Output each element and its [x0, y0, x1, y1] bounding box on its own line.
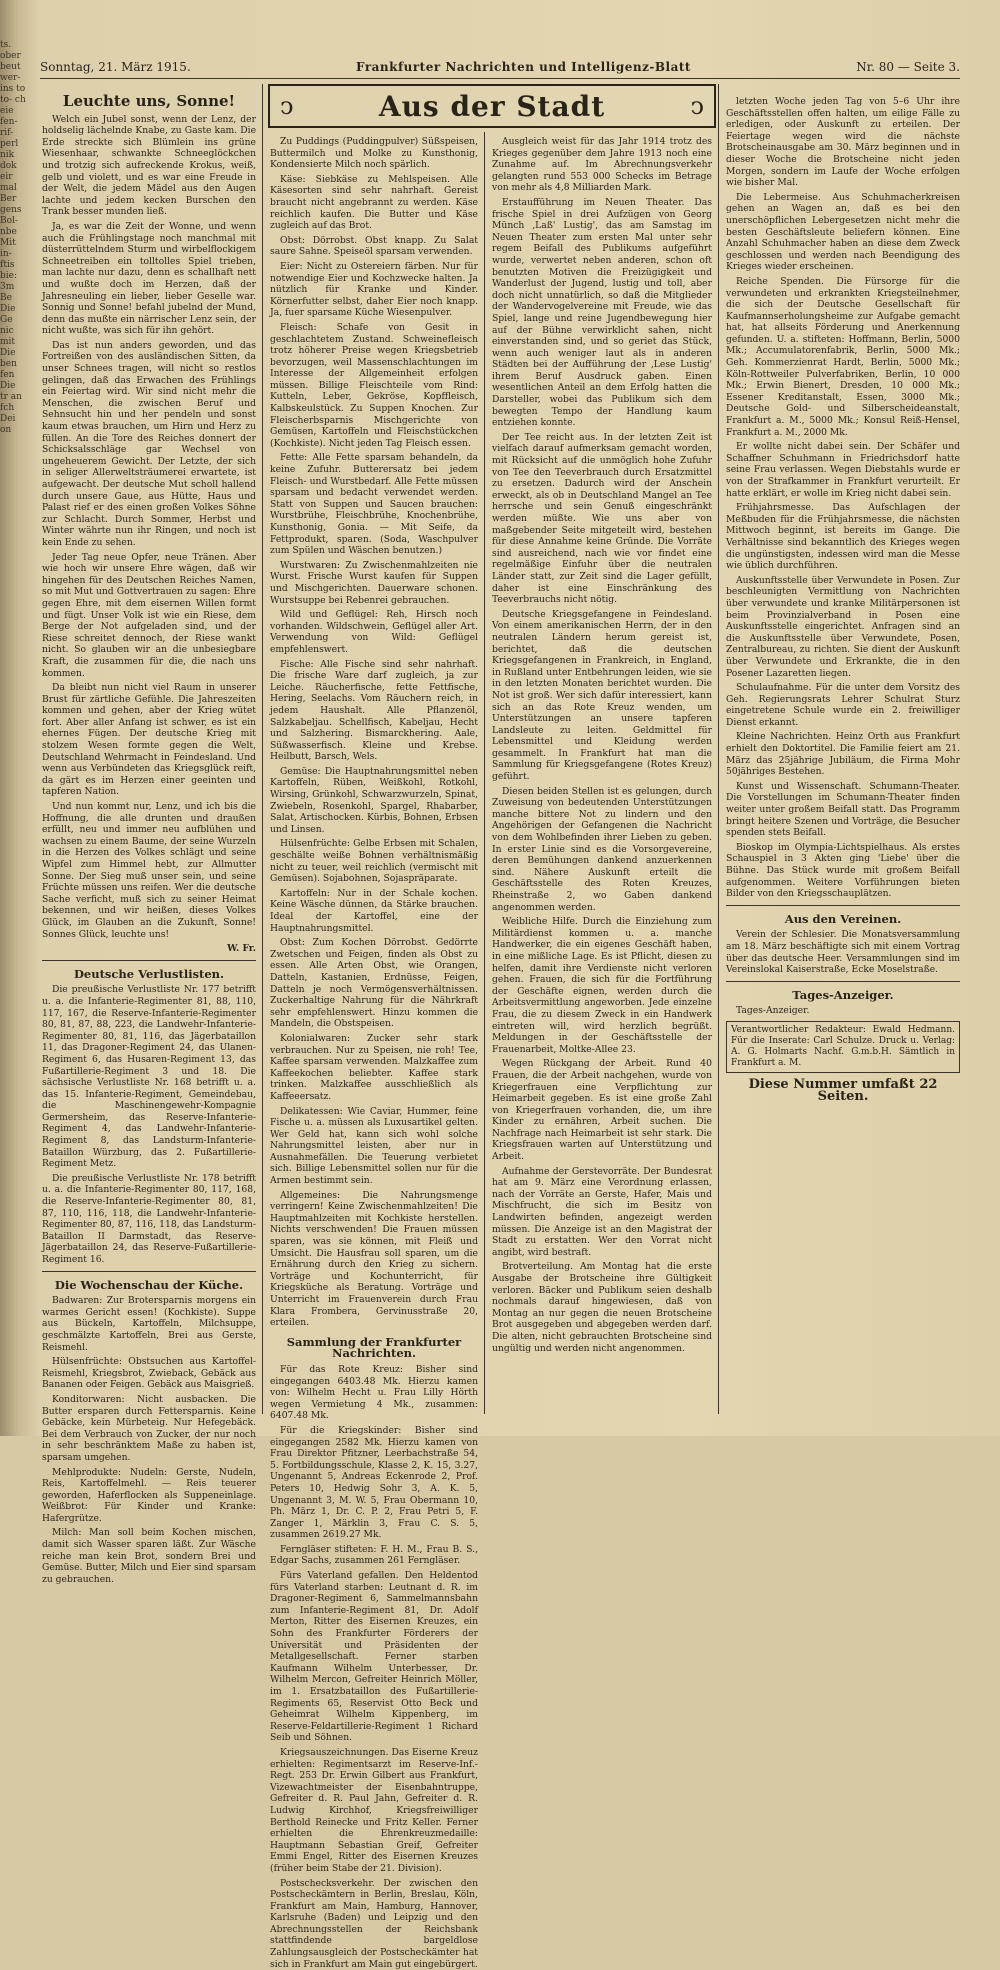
- header-masthead: Frankfurter Nachrichten und Intelligenz-Blatt: [356, 60, 691, 74]
- paragraph: Diesen beiden Stellen ist es gelungen, durch Zuweisung von bedeutenden Unterstützungen manche bittere Not zu lindern und den Angehörigen der Gefangenen die Nachricht von dem Wohlbefinden ihrer Lieben zu geben. In erster Linie sind es die Vorsorgevereine, deren Bemühungen dankend anzuerkennen sind. Nähere Auskunft erteilt die Geschäftsstelle des Roten Kreuzes, Rheinstraße 2, wo Gaben dankend angenommen werden.: [492, 786, 712, 914]
- paragraph: Brotverteilung. Am Montag hat die erste Ausgabe der Brotscheine ihre Gültigkeit verloren. Bäcker und Publikum seien deshalb nochmals darauf hingewiesen, daß von Montag an nur gegen die neuen Brotscheine Brot ausgegeben und abgegeben werden darf. Die alten, nicht gebrauchten Brotscheine sind ungültig und werden nicht angenommen.: [492, 1261, 712, 1354]
- paragraph: Kolonialwaren: Zucker sehr stark verbrauchen. Nur zu Speisen, nie roh! Tee, Kaffee sparsam verwenden. Malzkaffee zum Kaffeekochen beliebter. Kaffee stark trinken. Malzkaffee ausschließlich als Kaffeeersatz.: [270, 1033, 478, 1103]
- paragraph: Obst: Zum Kochen Dörrobst. Gedörrte Zwetschen und Feigen, finden als Obst zu essen. Alle Arten Obst, wie Orangen, Datteln, Kastanien, Erdnüsse, Feigen, Datteln je noch Vermögensverhältnissen. Zuckerhaltige Nahrung für die Nährkraft sehr empfehlenswert. Hinzu kommen die Mandeln, die Obstspeisen.: [270, 937, 478, 1030]
- paragraph: Eier: Nicht zu Ostereiern färben. Nur für notwendige Eier und Kochzwecke halten. Ja nützlich für Kranke und Kinder. Körnerfutter selbst, daher Eier noch knapp. Ja, fuer sparsame Küche Wiesenpulver.: [270, 261, 478, 319]
- paragraph: Weibliche Hilfe. Durch die Einziehung zum Militärdienst kommen u. a. manche Handwerker, die ein eigenes Geschäft haben, in eine mißliche Lage. Es ist Pflicht, diesen zu helfen, damit ihre Verdienste nicht verloren gehen. Frauen, die sich für die Fortführung der Geschäfte eignen, werden durch die Arbeitsvermittlung angeworben. Jede einzelne Frau, die zu diesem Zweck in ein Handwerk eintreten will, wird herzlich begrüßt. Meldungen in der Geschäftsstelle der Frauenarbeit, Moltke-Allee 23.: [492, 916, 712, 1055]
- paragraph: Die preußische Verlustliste Nr. 178 betrifft u. a. die Infanterie-Regimenter 80, 117, 168, die Reserve-Infanterie-Regimenter 80, 81, 87, 110, 116, 118, die Landwehr-Infanterie-Regimenter 80, 87, 116, 118, das Landsturm-Bataillon II Darmstadt, das Reserve-Jägerbataillon 24, das Reserve-Fußartillerie-Regiment 16.: [42, 1173, 256, 1266]
- paragraph: Wegen Rückgang der Arbeit. Rund 40 Frauen, die der Arbeit nachgehen, wurde von Kriegerfrauen eine Verpflichtung zur Heimarbeit gegeben. Es ist eine große Zahl von Kriegerfrauen vorhanden, die, um ihre Kinder zu ernähren, Arbeit suchen. Die Nachfrage nach Heimarbeit ist sehr stark. Die Kriegsfrauen warten auf Unterstützung und Arbeit.: [492, 1058, 712, 1162]
- paragraph: Frühjahrsmesse. Das Aufschlagen der Meßbuden für die Frühjahrsmesse, die nächsten Mittwoch beginnt, ist bereits im Gange. Die Verhältnisse sind bekanntlich des Krieges wegen die ungünstigsten, indessen wird man die Messe wie üblich durchführen.: [726, 502, 960, 572]
- paragraph: Obst: Dörrobst. Obst knapp. Zu Salat saure Sahne. Speiseöl sparsam verwenden.: [270, 235, 478, 258]
- paragraph: Käse: Siebkäse zu Mehlspeisen. Alle Käsesorten sind sehr nahrhaft. Gereist braucht nicht angebrannt zu werden. Käse reichlich kaufen. Die Butter und Käse zugleich auf das Brot.: [270, 174, 478, 232]
- paragraph: Fleisch: Schafe von Gesit in geschlachtetem Zustand. Schweinefleisch trotz höherer Preise wegen Kriegsbetrieb bevorzugen, weil Massenschlachtungen im Interesse der Allgemeinheit erfolgen müssen. Billige Fleischteile vom Rind: Kutteln, Leber, Gekröse, Kopffleisch, Kalbskeulstück. Zu Suppen Knochen. Zur Fleischerbsparnis Mischgerichte von Gemüsen, Kartoffeln und Fleischstückchen (Kochkiste). Nicht jeden Tag Fleisch essen.: [270, 322, 478, 450]
- article-heading: Sammlung der Frankfurter Nachrichten.: [270, 1337, 478, 1360]
- paragraph: Für die Kriegskinder: Bisher sind eingegangen 2582 Mk. Hierzu kamen von Frau Direktor Pfitzner, Leerbachstraße 54, 5. Fortbildungsschule, Klasse 2, K. 15, 3.27, Ungenannt 5, Andreas Eckenrode 2, Prof. Peters 10, Hedwig Sohr 3, A. K. 5, Ungenannt 3, M. W. 5, Frau Obermann 10, Ph. März 1, Dr. C. P. 2, Frau Petri 5, F. Zanger 1, Märklin 3, Frau C. S. 5, zusammen 2619.27 Mk.: [270, 1425, 478, 1541]
- paragraph: Die preußische Verlustliste Nr. 177 betrifft u. a. die Infanterie-Regimenter 81, 88, 110, 117, 167, die Reserve-Infanterie-Regimenter 80, 81, 87, 88, 223, die Landwehr-Infanterie-Regimenter 80, 81, 116, das Jägerbataillon 11, das Dragoner-Regiment 24, das Ulanen-Regiment 6, das Husaren-Regiment 13, das Fußartillerie-Regiment 3 und 18. Die sächsische Verlustliste Nr. 168 betrifft u. a. das 15. Infanterie-Regiment, Gemeindebau, die Maschinengewehr-Kompagnie Germersheim, das Reserve-Infanterie-Regiment 4, das Landwehr-Infanterie-Regiment 8, das Landsturm-Infanterie-Bataillon Würzburg, das 2. Fußartillerie-Regiment Metz.: [42, 984, 256, 1170]
- column-rule: [262, 84, 263, 1414]
- article-heading: Die Wochenschau der Küche.: [42, 1280, 256, 1292]
- paragraph: Zu Puddings (Puddingpulver) Süßspeisen, Buttermilch und Molke zu Kunsthonig, Kondensierte Milch noch spärlich.: [270, 136, 478, 171]
- paragraph: Kartoffeln: Nur in der Schale kochen. Keine Wäsche dünnen, da Stärke brauchen. Ideal der Kartoffel, eine der Hauptnahrungsmittel.: [270, 888, 478, 934]
- paragraph: Fische: Alle Fische sind sehr nahrhaft. Die frische Ware darf zugleich, ja zur Leiche. Räucherfische, fette Fettfische, Hering, Seelachs. Vom Räuchern reich, in jedem Haushalt. Alle Pflanzenöl, Salzkabeljau. Schellfisch, Kabeljau, Hecht und Salzhering. Bismarckhering. Aale, Süßwasserfisch. Kleine und Krebse. Heilbutt, Barsch, Wels.: [270, 659, 478, 763]
- paragraph: Badwaren: Zur Brotersparnis morgens ein warmes Gericht essen! (Kochkiste). Suppe aus Bückeln, Kartoffeln, Milchsuppe, geschmälzte Kartoffeln, Brei aus Gerste, Reismehl.: [42, 1295, 256, 1353]
- divider: [42, 960, 256, 961]
- paragraph: Wild und Geflügel: Reh, Hirsch noch vorhanden. Wildschwein, Geflügel aller Art. Verwendung von Wild: Geflügel empfehlenswert.: [270, 609, 478, 655]
- paragraph: Kriegsauszeichnungen. Das Eiserne Kreuz erhielten: Regimentsarzt im Reserve-Inf.-Regt. 253 Dr. Erwin Gilbert aus Frankfurt, Vizewachtmeister der Eisenbahntruppe, Gefreiter d. R. Paul Jahn, Gefreiter d. R. Ludwig Kirchhof, Kriegsfreiwilliger Berthold Reinecke und Fritz Keller. Ferner erhielten die Ehrenkreuzmedaille: Hauptmann Sebastian Greif, Gefreiter Emmi Engel, Ritter des Eisernen Kreuzes (früher beim Stabe der 21. Division).: [270, 1747, 478, 1875]
- paragraph: Er wollte nicht dabei sein. Der Schäfer und Schaffner Schuhmann in Friedrichsdorf hatte seine Frau verlassen. Wegen Diebstahls wurde er von der Strafkammer in Frankfurt verurteilt. Er hatte erklärt, er wolle im Krieg nicht dabei sein.: [726, 441, 960, 499]
- paragraph: Welch ein Jubel sonst, wenn der Lenz, der holdselig lächelnde Knabe, zu Gaste kam. Die Erde streckte sich Blümlein ins grüne Wiesenhaar, schwankte Schneeglöckchen und trotzig sich aufreckende Krokus, weiß, gelb und violett, und es war eine Freude in der Welt, die jedem Mädel aus den Augen lachte und jedem kecken Burschen den Trank besser munden ließ.: [42, 114, 256, 218]
- paragraph: Fette: Alle Fette sparsam behandeln, da keine Zufuhr. Butterersatz bei jedem Fleisch- und Wurstbedarf. Alle Fette müssen sparsam und bedacht verwendet werden. Statt von Suppen und Saucen brauchen: Wurstbrühe, Fleischbrühe, Knochenbrühe, Kunsthonig, Gonia. — Mit Seife, da Fettprodukt, sparen. (Soda, Waschpulver zum Spülen und Wäschen benutzen.): [270, 452, 478, 556]
- section-title: Aus der Stadt: [379, 90, 605, 123]
- header-page-number: Nr. 80 — Seite 3.: [856, 60, 960, 74]
- paragraph: Milch: Man soll beim Kochen mischen, damit sich Wasser sparen läßt. Zur Wäsche reiche man kein Brot, sondern Brei und Gemüse. Butter, Milch und Eier sind sparsam zu gebrauchen.: [42, 1527, 256, 1585]
- divider: [726, 905, 960, 906]
- ornament-right-icon: ↄ: [691, 92, 704, 120]
- paragraph: Und nun kommt nur, Lenz, und ich bis die Hoffnung, die alle drunten und draußen erfüllt, neu und immer neu aufblühen und wachsen zu einem Baume, der seine Wurzeln in die Herzen des Volkes schlägt und seine Wipfel zum Himmel hebt, zur Allmutter Sonne. Der Sieg muß unser sein, und seine Früchte müssen uns reifen. Wer die deutsche Sache verficht, muß sich zu seiner Heimat bekennen, und wir heißen, dieses Volkes Glück, im Glauben an die Zukunft, Sonne! Sonnes Glück, leuchte uns!: [42, 801, 256, 940]
- article-heading: Leuchte uns, Sonne!: [42, 96, 256, 108]
- paragraph: Aufnahme der Gerstevorräte. Der Bundesrat hat am 9. März eine Verordnung erlassen, nach der Vorräte an Gerste, Hafer, Mais und Mischfrucht, die sich im Besitz von Landwirten befinden, angezeigt werden müssen. Die Anzeige ist an den Magistrat der Stadt zu erstatten. Wer den Vorrat nicht angibt, wird bestraft.: [492, 1166, 712, 1259]
- paragraph: Mehlprodukte: Nudeln: Gerste, Nudeln, Reis, Kartoffelmehl. — Reis teuerer geworden, Haferflocken als Suppeneinlage. Weißbrot: Für Kinder und Kranke: Hafergrütze.: [42, 1467, 256, 1525]
- previous-page-edge: ts. ober beut wer- ins to to- ch eie fen- rif- perl nik dok eir mal Ber gens Bol- nbe Mit in- ftis bie: 3m Be Die Ge nic mit Die ben fen Die tr an fch Dei on: [0, 40, 26, 1420]
- divider: [726, 981, 960, 982]
- article-heading: Aus den Vereinen.: [726, 914, 960, 926]
- paragraph: Delikatessen: Wie Caviar, Hummer, feine Fische u. a. müssen als Luxusartikel gelten. Wer Geld hat, kann sich wohl solche Nahrungsmittel leisten, aber nur in Ausnahmefällen. Die Teuerung verbietet sich. Billige Lebensmittel sollen nur für die Armen bestimmt sein.: [270, 1106, 478, 1187]
- issue-note: Diese Nummer umfaßt 22 Seiten.: [726, 1079, 960, 1102]
- paragraph: Der Tee reicht aus. In der letzten Zeit ist vielfach darauf aufmerksam gemacht worden, mit Rücksicht auf die unmöglich hohe Zufuhr von Tee den Teeverbrauch durch Ersatzmittel zu ersetzen. Dadurch wird der Anschein erweckt, als ob in Deutschland Mangel an Tee herrsche und sein Genuß eingeschränkt werden müßte. Wie uns aber von maßgebender Seite mitgeteilt wird, bestehen für diese Annahme keine Gründe. Die Vorräte sind ausreichend, nach wie vor findet eine regelmäßige Einfuhr über die neutralen Länder statt, zur Zeit sind die Lager gefüllt, daher ist eine Einschränkung des Teeverbrauchs nicht nötig.: [492, 432, 712, 606]
- column-2: [270, 136, 478, 1416]
- paragraph: Verein der Schlesier. Die Monatsversammlung am 18. März beschäftigte sich mit einem Vortrag über das deutsche Heer. Versammlungen sind im Vereinslokal Kaiserstraße, Ecke Moselstraße.: [726, 929, 960, 975]
- paragraph: Kleine Nachrichten. Heinz Orth aus Frankfurt erhielt den Doktortitel. Die Familie feiert am 21. März das 25jährige Jubiläum, die Firma Mohr 50jähriges Bestehen.: [726, 731, 960, 777]
- column-rule: [484, 132, 485, 1414]
- paragraph: Ja, es war die Zeit der Wonne, und wenn auch die Frühlingstage noch manchmal mit düsterrüttelndem Sturm und wirbelflockigem Schneetreiben ein tolltolles Spiel trieben, man lachte nur dazu, denn es schallhaft nett und wußte doch im Herzen, daß der Jahresneuling ein lieber, lieber Geselle war. Sonnig und Sonne! befahl jubelnd der Mund, denn das mußte ein närrischer Lenz sein, der nicht wußte, was sich für ihn gehört.: [42, 221, 256, 337]
- paragraph: Ferngläser stifteten: F. H. M., Frau B. S., Edgar Sachs, zusammen 261 Ferngläser.: [270, 1544, 478, 1567]
- paragraph: Wurstwaren: Zu Zwischenmahlzeiten nie Wurst. Frische Wurst kaufen für Suppen und Mischgerichten. Dauerware schonen. Wurstsuppe bei Rebenrei gebrauchen.: [270, 560, 478, 606]
- divider: [42, 1271, 256, 1272]
- page-header: [40, 56, 960, 79]
- paragraph: Gemüse: Die Hauptnahrungsmittel neben Kartoffeln, Rüben, Weißkohl, Rotkohl, Wirsing, Grünkohl, Schwarzwurzeln, Spinat, Zwiebeln, Rosenkohl, Spargel, Rhabarber, Salat, Artischocken. Kürbis, Bohnen, Erbsen und Linsen.: [270, 766, 478, 836]
- signature: W. Fr.: [42, 943, 256, 955]
- paragraph: Jeder Tag neue Opfer, neue Tränen. Aber wie hoch wir unsere Ehre wägen, daß wir hingehen für des Deutschen Reiches Namen, so mit Mut und Gottvertrauen zu sagen: Ehre gegen Ehre, mit dem eisernen Willen formt und fügt. Unser Volk ist wie ein Riese, dem Berge der Not aufgeladen sind, und der Riese schreitet dennoch, der Riese wankt nicht. So glauben wir an die unbesiegbare Kraft, die zusammen für die, die nach uns kommen.: [42, 552, 256, 680]
- paragraph: Bioskop im Olympia-Lichtspielhaus. Als erstes Schauspiel in 3 Akten ging 'Liebe' über die Bühne. Das Stück wurde mit großem Beifall aufgenommen. Weitere Vorführungen bieten Bilder von den Kriegsschauplätzen.: [726, 842, 960, 900]
- article-heading: Deutsche Verlustlisten.: [42, 969, 256, 981]
- paragraph: Das ist nun anders geworden, und das Fortreißen von des ausländischen Sitten, da unser Schnees tragen, will nicht so restlos gelingen, daß das Erwachen des Frühlings ein Feiertag wird. Wir sind nicht mehr die Menschen, die zwischen Beruf und Sehnsucht hin und her pendeln und sonst kaum etwas brauchen, um Hirn und Herz zu füllen. An die Tore des Reiches donnert der Schicksalsschläge gar Wechsel von ungeheuerem Gewicht. Der Letzte, der sich in seliger Allerweltsträumerei erwartete, ist aufgewacht. Der deutsche Mut scholl hallend durch unsere Gaue, aus Hütte, Haus und Palast rief er des einen großen Volkes Söhne zur Schlacht. Durch Sommer, Herbst und Winter währte nun ihr Ringen, und noch ist kein Ende zu sehen.: [42, 340, 256, 549]
- paragraph: letzten Woche jeden Tag von 5–6 Uhr ihre Geschäftsstellen offen halten, um eilige Fälle zu erledigen, oder Auskunft zu erteilen. Der Feiertage wegen wird die nächste Brotscheinausgabe am 30. März beginnen und in dieser Woche die Brotscheine nicht jeden Morgen, sondern im Laufe der Woche erfolgen wie bisher Mal.: [726, 96, 960, 189]
- paragraph: Konditorwaren: Nicht ausbacken. Die Butter ersparen durch Fettersparnis. Keine Gebäcke, kein Mürbeteig. Nur Hefegebäck. Bei dem Verbrauch von Zucker, der nur noch in sehr beschränktem Maße zu haben ist, sparsam umgehen.: [42, 1394, 256, 1464]
- article-heading: Tages-Anzeiger.: [726, 990, 960, 1002]
- paragraph: Erstaufführung im Neuen Theater. Das frische Spiel in drei Aufzügen von Georg Münch ‚Laß' Lustig', das am Samstag im Neuen Theater zum ersten Mal unter sehr regem Beifall des Publikums aufgeführt wurde, verwertet neben anderen, schon oft benutzten Motiven die Freizügigkeit und Wanderlust der Jugend, lustig und toll, aber doch nicht unnatürlich, so daß die Mitglieder der Wandervogelvereine mit Freude, wie das Spiel, lange und reine Jugendbewegung hier auf der Bühne verwirklicht sahen, nicht einverstanden sind, und so geriet das Stück, wenn auch weniger laut als in anderen Städten bei der Aufführung der ‚Lese Lustig' ihrem Beruf Ausdruck gaben. Einen wesentlichen Anteil an dem Erfolg hatten die Darsteller, wobei das Publikum sich dem bewegten Tempo der Handlung kaum entziehen konnte.: [492, 197, 712, 429]
- paragraph: Kunst und Wissenschaft. Schumann-Theater. Die Vorstellungen im Schumann-Theater finden weiter unter großem Beifall statt. Das Programm bringt heitere Szenen und Vorträge, die Besucher spenden stets Beifall.: [726, 781, 960, 839]
- column-1: [42, 90, 256, 1420]
- paragraph: Fürs Vaterland gefallen. Den Heldentod fürs Vaterland starben: Leutnant d. R. im Dragoner-Regiment 6, Sammelmannsbahn zum Infanterie-Regiment 81, Dr. Adolf Merton, Ritter des Eisernen Kreuzes, ein Sohn des Frankfurter Förderers der Universität und Präsidenten der Metallgesellschaft. Ferner starben Kaufmann Wilhelm Unterbesser, Dr. Wilhelm Mercon, Gefreiter Heinrich Möller, im 1. Ersatzbataillon des Fußartillerie-Regiments 65, Reservist Otto Beck und Geheimrat Wilhelm Kippenberg, im Reserve-Feldartillerie-Regiment 1 Richard Seib und Söhnen.: [270, 1570, 478, 1744]
- header-date: Sonntag, 21. März 1915.: [40, 60, 191, 74]
- paragraph: Postschecksverkehr. Der zwischen den Postscheckämtern in Berlin, Breslau, Köln, Frankfurt am Main, Hamburg, Hannover, Karlsruhe (Baden) und Leipzig und den Abrechnungsstellen der Reichsbank stattfindende bargeldlose Zahlungsausgleich der Postscheckämter hat sich in Frankfurt am Main gut eingebürgert.: [270, 1878, 478, 1970]
- paragraph: Tages-Anzeiger.: [726, 1005, 960, 1017]
- paragraph: Hülsenfrüchte: Obstsuchen aus Kartoffel-Reismehl, Kriegsbrot, Zwieback, Gebäck aus Bananen oder Feigen. Gebäck aus Maisgrieß.: [42, 1356, 256, 1391]
- paragraph: Hülsenfrüchte: Gelbe Erbsen mit Schalen, geschälte weiße Bohnen verhältnismäßig nicht zu teuer, weil reichlich (vermischt mit Gemüsen). Sojabohnen, Sojaspräparate.: [270, 838, 478, 884]
- section-banner: [268, 84, 716, 128]
- paragraph: Allgemeines: Die Nahrungsmenge verringern! Keine Zwischenmahlzeiten! Die Hauptmahlzeiten mit Kochkiste herstellen. Nichts verschwenden! Die Frauen müssen sparen, was sie können, mit Fleiß und Umsicht. Die Hausfrau soll sparen, um die Ernährung durch den Krieg zu sichern. Vorträge und Kochunterricht, für Kriegsküche als Beratung. Vorträge und Unterricht im Frauenverein durch Frau Klara Frombera, Gervinusstraße 20, erteilen.: [270, 1190, 478, 1329]
- paragraph: Deutsche Kriegsgefangene in Feindesland. Von einem amerikanischen Herrn, der in den neutralen Ländern herum gereist ist, berichtet, daß die deutschen Kriegsgefangenen in Frankreich, in England, in Rußland unter Entbehrungen leiden, wie sie in den letzten Monaten berichtet wurden. Die Not ist groß. Wer sich dafür interessiert, kann sich an das Rote Kreuz wenden, um Unterstützungen an unsere tapferen Landsleute zu leiten. Geldmittel für Lebensmittel und Kleidung werden gesammelt. In Frankfurt hat man die Sammlung für Kriegsgefangene (Rotes Kreuz) geführt.: [492, 609, 712, 783]
- impressum-box: Verantwortlicher Redakteur: Ewald Hedmann. Für die Inserate: Carl Schulze. Druck u. Verlag: A. G. Holmarts Nachf. G.m.b.H. Sämtlich in Frankfurt a. M.: [726, 1021, 960, 1073]
- paragraph: Da bleibt nun nicht viel Raum in unserer Brust für zärtliche Gefühle. Die Jahreszeiten kommen und gehen, aber der Krieg wütet fort. Aber aller Anfang ist schwer, es ist ein ehernes Fügen. Der deutsche Krieg mit stolzem Wesen formte gegen die Welt, Deutschland Wehrmacht in Feindesland. Und wenn aus Verbündeten das Kriegsglück reift, da gärt es im Herzen einer geeinten und tapferen Nation.: [42, 682, 256, 798]
- ornament-left-icon: ↄ: [280, 92, 293, 120]
- paragraph: Schulaufnahme. Für die unter dem Vorsitz des Geh. Regierungsrats Lehrer Schulrat Sturz eingetretene Schule wurde ein 2. freiwilliger Dienst erkannt.: [726, 682, 960, 728]
- paragraph: Auskunftsstelle über Verwundete in Posen. Zur beschleunigten Vermittlung von Nachrichten über verwundete und kranke Militärpersonen ist beim Provinzialverband in Posen eine Auskunftsstelle eingerichtet. Anfragen sind an die Auskunftsstelle über Verwundete, Posen, Zentralbureau, zu richten. Sie dient der Auskunft über Verwundete und Erkrankte, die in den Posener Lazaretten liegen.: [726, 575, 960, 679]
- column-rule: [718, 84, 719, 1414]
- column-3: [492, 136, 712, 1416]
- paragraph: Ausgleich weist für das Jahr 1914 trotz des Krieges gegenüber dem Jahre 1913 noch eine Zunahme auf. Im Abrechnungsverkehr gelangten rund 553 000 Schecks im Betrage von mehr als 4,8 Milliarden Mark.: [492, 136, 712, 194]
- column-4: [726, 96, 960, 1416]
- paragraph: Reiche Spenden. Die Fürsorge für die verwundeten und erkrankten Kriegsteilnehmer, die sich der Deutsche Gesellschaft für Kaufmannserholungsheime zur Aufgabe gemacht hat, hat allseits Förderung und Anerkennung gefunden. U. a. stifteten: Hoffmann, Berlin, 5000 Mk.; Accumulatorenfabrik, Berlin, 5000 Mk.; Geh. Kommerzienrat Hardt, Berlin, 5000 Mk.; Köln-Rottweiler Pulverfabriken, Berlin, 10 000 Mk.; Erwin Bienert, Dresden, 10 000 Mk.; Essener Kreditanstalt, Essen, 3000 Mk.; Deutsche Gold- und Silberscheideanstalt, Frankfurt a. M., 5000 Mk.; Konsul Reiß-Hensel, Frankfurt a. M., 2000 Mk.: [726, 276, 960, 438]
- paragraph: Für das Rote Kreuz: Bisher sind eingegangen 6403.48 Mk. Hierzu kamen von: Wilhelm Hecht u. Frau Lilly Hörth wegen Vermietung 4 Mk., zusammen: 6407.48 Mk.: [270, 1364, 478, 1422]
- paragraph: Die Lebermeise. Aus Schuhmacherkreisen gehen an Wagen an, daß es bei den unerschöpflichen Lebergesetzen nicht mehr die besten Geschäftsleute beliefern können. Eine Anzahl Schuhmacher haben an diese dem Zweck geschlossen und werden nach Beendigung des Krieges wieder erscheinen.: [726, 192, 960, 273]
